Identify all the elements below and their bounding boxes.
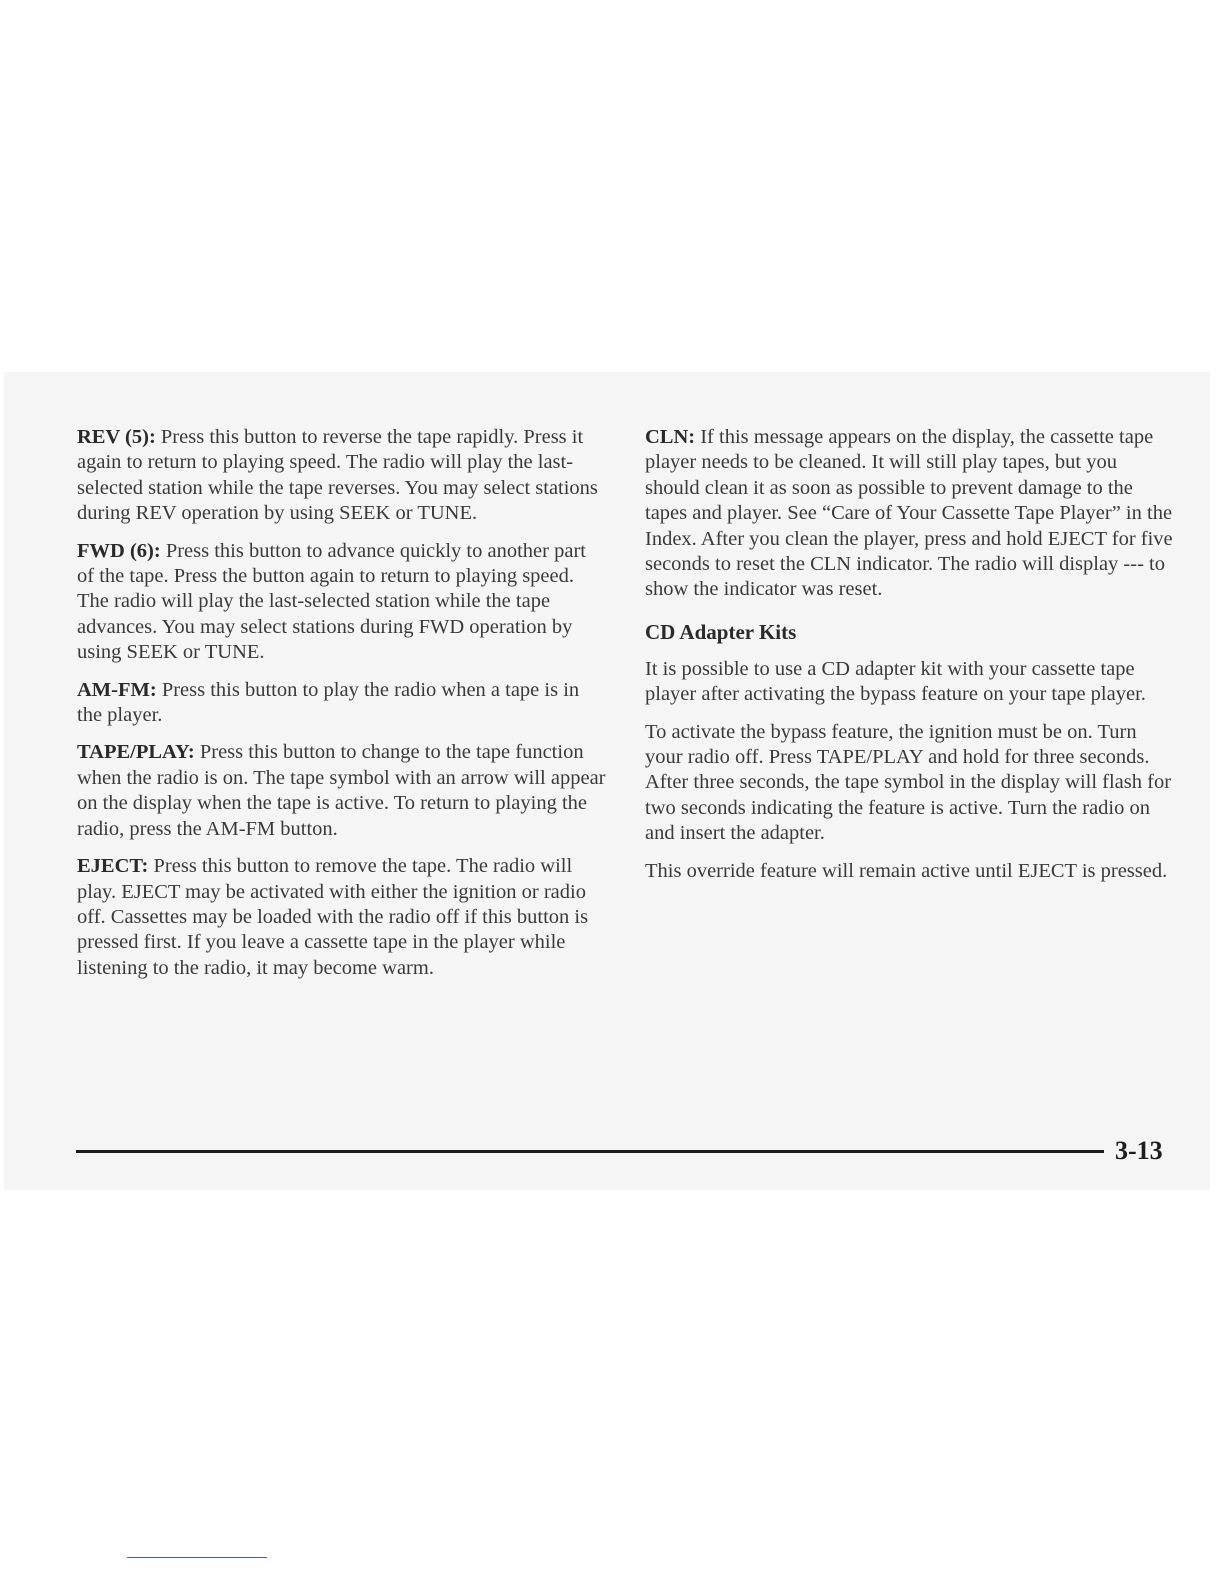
page-number: 3-13: [1115, 1136, 1163, 1165]
fwd-term: FWD (6):: [77, 539, 161, 562]
cln-term: CLN:: [645, 426, 696, 448]
left-column: [77, 425, 607, 993]
section-heading: CD Adapter Kits: [645, 619, 797, 644]
rev-term: REV (5):: [77, 426, 156, 448]
am-fm-paragraph: [77, 678, 607, 729]
footer-rule: [76, 1150, 1104, 1153]
fwd-paragraph: [77, 539, 607, 666]
fwd-text: Press this button to advance quickly to another part of the tape. Press the button again to return to playing speed. The radio will play the last-selected station while the tape advances. You may select stations during FWD operation by using SEEK or TUNE.: [77, 539, 586, 664]
rev-text: Press this button to reverse the tape rapidly. Press it again to return to playing speed. The radio will play the last-selected station while the tape reverses. You may select stations during REV operation by using SEEK or TUNE.: [77, 426, 598, 525]
eject-paragraph: [77, 854, 607, 981]
tape-play-text: Press this button to change to the tape function when the radio is on. The tape symbol with an arrow will appear on the display when the tape is active. To return to playing the radio, press the AM-FM button.: [77, 741, 606, 840]
eject-text: Press this button to remove the tape. The radio will play. EJECT may be activated with either the ignition or radio off. Cassettes may be loaded with the radio off if this button is pressed first. If you leave a cassette tape in the player while listening to the radio, it may become warm.: [77, 855, 589, 979]
am-fm-term: AM-FM:: [77, 678, 157, 701]
cln-text: If this message appears on the display, the cassette tape player needs to be cleaned. It will still play tapes, but you should clean it as soon as possible to prevent damage to the tapes and player. See “Care of Your Cassette Tape Player” in the Index. After you clean the player, press and hold EJECT for five seconds to reset the CLN indicator. The radio will display --- to show the indicator was reset.: [645, 426, 1173, 601]
eject-term: EJECT:: [77, 855, 149, 878]
tape-play-paragraph: [77, 740, 607, 842]
bottom-divider: [127, 1557, 267, 1558]
am-fm-text: Press this button to play the radio when a tape is in the player.: [77, 678, 580, 727]
tape-play-term: TAPE/PLAY:: [77, 741, 195, 764]
adapter-paragraph-3: This override feature will remain active until EJECT is pressed.: [645, 859, 1168, 882]
right-column: [645, 425, 1175, 896]
adapter-paragraph-1: It is possible to use a CD adapter kit with your cassette tape player after activating the bypass feature on your tape player.: [645, 657, 1146, 706]
rev-paragraph: [77, 425, 607, 527]
adapter-paragraph-2: To activate the bypass feature, the ignition must be on. Turn your radio off. Press TAPE/PLAY and hold for three seconds. After three seconds, the tape symbol in the display will flash for two seconds indicating the feature is active. Turn the radio on and insert the adapter.: [645, 720, 1172, 845]
cln-paragraph: [645, 425, 1175, 603]
